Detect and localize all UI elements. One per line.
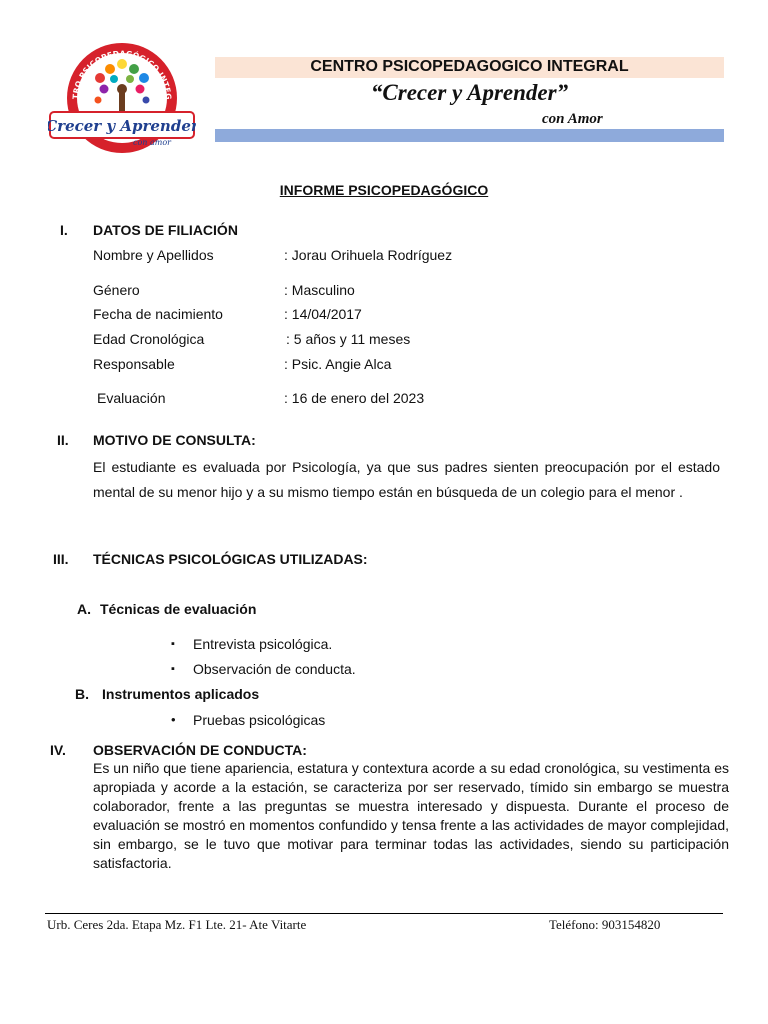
section-2-title: MOTIVO DE CONSULTA: bbox=[93, 432, 256, 448]
list-item: Observación de conducta. bbox=[193, 661, 356, 677]
field-value-evaluacion: : 16 de enero del 2023 bbox=[284, 390, 425, 406]
round-bullet-icon: • bbox=[171, 712, 176, 727]
header-slogan-sub: con Amor bbox=[542, 111, 603, 127]
field-label-genero: Género bbox=[93, 282, 140, 298]
field-label-nombre: Nombre y Apellidos bbox=[93, 247, 214, 263]
section-2-number: II. bbox=[57, 432, 69, 448]
section-3-number: III. bbox=[53, 551, 69, 567]
section-2-text: El estudiante es evaluada por Psicología, ya que sus padres sienten preocupación por el estado mental de su menor hijo y a su mismo tiempo están en búsqueda de un colegio para el menor . bbox=[93, 459, 720, 500]
header-band-bottom bbox=[215, 129, 724, 142]
subsection-b-letter: B. bbox=[75, 686, 89, 702]
section-4-text: Es un niño que tiene apariencia, estatura y contextura acorde a su edad cronológica, su vestimenta es apropiada y acorde a la estación, se caracteriza por ser reservado, tímido sin embargo se muestra colaborador, frente a las preguntas se muestra interesado y dispuesta. Durante el proceso de evaluación se mostró en momentos confundido y tensa frente a las actividades de mayor complejidad, sin embargo, se le tuvo que motivar para terminar todas las actividades, siendo su participación satisfactoria. bbox=[93, 760, 729, 871]
section-4-title: OBSERVACIÓN DE CONDUCTA: bbox=[93, 742, 307, 758]
footer-address: Urb. Ceres 2da. Etapa Mz. F1 Lte. 21- Ate Vitarte bbox=[47, 917, 307, 932]
field-value-responsable: : Psic. Angie Alca bbox=[284, 356, 392, 372]
footer-divider bbox=[45, 913, 723, 914]
field-value-edad: : 5 años y 11 meses bbox=[286, 331, 411, 347]
document-title: INFORME PSICOPEDAGÓGICO bbox=[279, 182, 489, 198]
field-label-evaluacion: Evaluación bbox=[97, 390, 166, 406]
header-slogan: “Crecer y Aprender” bbox=[370, 80, 569, 105]
header-title: CENTRO PSICOPEDAGOGICO INTEGRAL bbox=[310, 58, 629, 75]
section-3-title: TÉCNICAS PSICOLÓGICAS UTILIZADAS: bbox=[93, 551, 368, 567]
footer-phone: Teléfono: 903154820 bbox=[549, 917, 661, 932]
field-value-fecha-nacimiento: : 14/04/2017 bbox=[284, 306, 362, 322]
square-bullet-icon: ▪ bbox=[171, 638, 175, 650]
subsection-a-letter: A. bbox=[77, 601, 91, 617]
section-1-title: DATOS DE FILIACIÓN bbox=[93, 222, 238, 238]
section-4-number: IV. bbox=[50, 742, 66, 758]
subsection-b-title: Instrumentos aplicados bbox=[102, 686, 260, 702]
list-item: Entrevista psicológica. bbox=[193, 636, 333, 652]
section-1-number: I. bbox=[60, 222, 68, 238]
field-label-responsable: Responsable bbox=[93, 356, 175, 372]
logo bbox=[48, 42, 196, 154]
logo-sub-text: con amor bbox=[133, 138, 171, 147]
field-label-edad: Edad Cronológica bbox=[93, 331, 205, 347]
field-value-nombre: : Jorau Orihuela Rodríguez bbox=[284, 247, 453, 263]
field-label-fecha-nacimiento: Fecha de nacimiento bbox=[93, 306, 223, 322]
subsection-a-title: Técnicas de evaluación bbox=[100, 601, 257, 617]
list-item: Pruebas psicológicas bbox=[193, 712, 326, 728]
square-bullet-icon: ▪ bbox=[171, 663, 175, 675]
field-value-genero: : Masculino bbox=[284, 282, 355, 298]
logo-main-text: Crecer y Aprender bbox=[48, 117, 196, 135]
logo-ring-text: TRO PSICOPEDAGÓGICO INTEG bbox=[70, 48, 174, 101]
